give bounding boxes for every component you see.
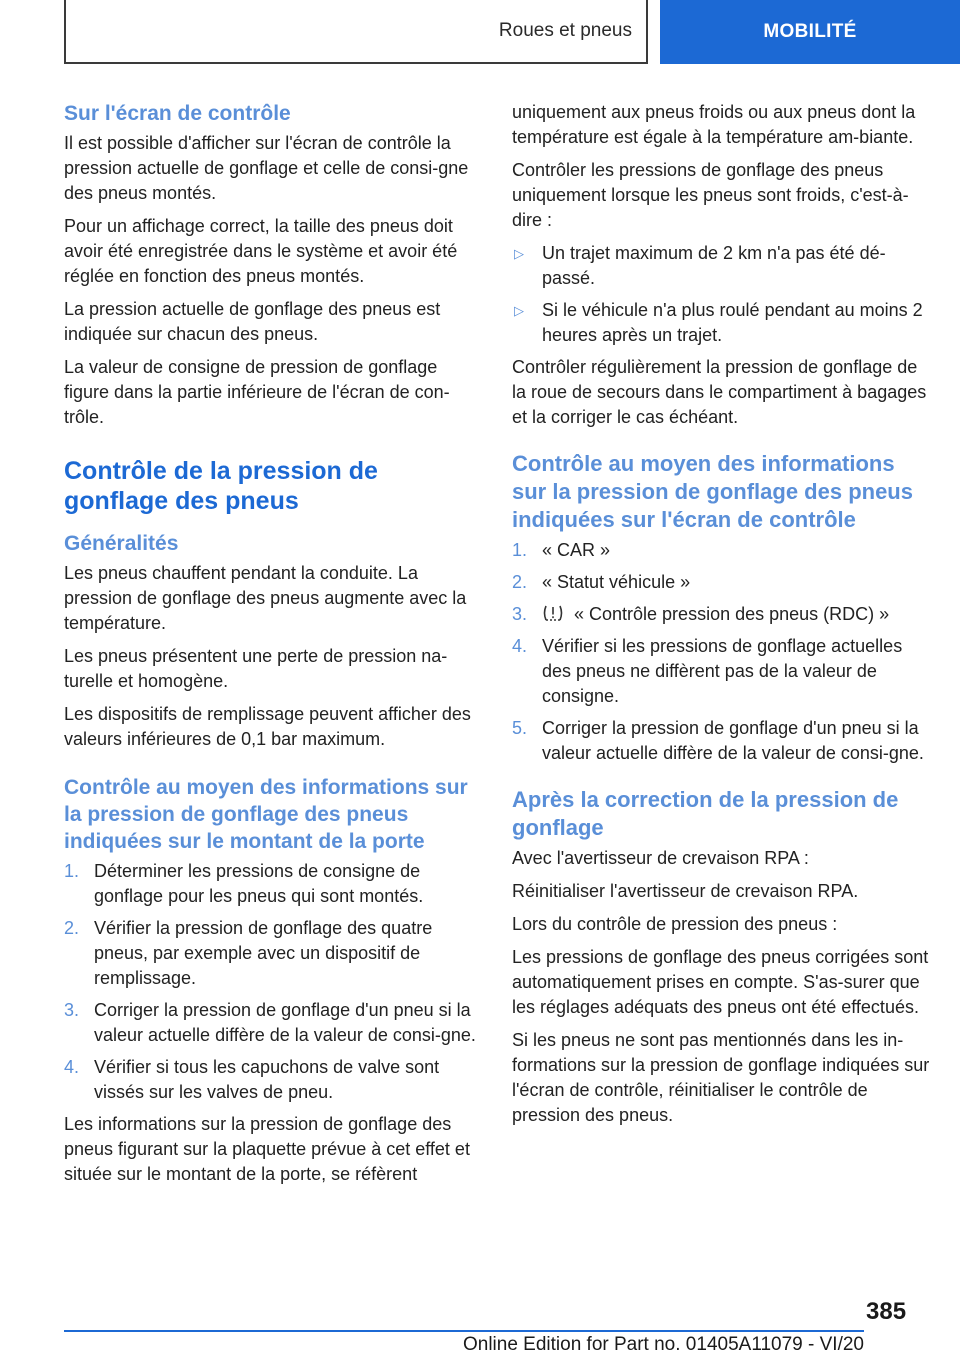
paragraph: Contrôler régulièrement la pression de gonflage de la roue de secours dans le compartiment à bagages et la corriger le cas échéant. xyxy=(512,357,927,427)
step-number: 4. xyxy=(512,636,528,656)
paragraph: La valeur de consigne de pression de gonflage figure dans la partie inférieure de l'écran de con-trôle. xyxy=(64,357,450,427)
list-item xyxy=(64,1055,484,1105)
paragraph: Les informations sur la pression de gonflage des pneus figurant sur la plaquette prévue à cet effet et située sur le montant de la porte, se réfèrent xyxy=(64,1114,470,1184)
paragraph: La pression actuelle de gonflage des pneus est indiquée sur chacun des pneus. xyxy=(64,299,441,344)
bullet-text: Un trajet maximum de 2 km n'a pas été dé-passé. xyxy=(542,243,886,288)
paragraph: Il est possible d'afficher sur l'écran de contrôle la pression actuelle de gonflage et celle de consi-gne des pneus montés. xyxy=(64,133,469,203)
step-number: 3. xyxy=(512,604,528,624)
step-text: Corriger la pression de gonflage d'un pneu si la valeur actuelle diffère de la valeur de consi-gne. xyxy=(542,718,924,763)
paragraph: Si les pneus ne sont pas mentionnés dans les in-formations sur la pression de gonflage indiquées sur l'écran de contrôle, réinitialiser le contrôle de pression des pneus. xyxy=(512,1030,930,1125)
heading-pressure-check: Contrôle de la pression de gonflage des pneus xyxy=(64,457,378,515)
paragraph: Contrôler les pressions de gonflage des pneus uniquement lorsque les pneus sont froids, c'est-à-dire : xyxy=(512,160,909,230)
paragraph: Réinitialiser l'avertisseur de crevaison RPA. xyxy=(512,881,859,901)
step-text: Vérifier si les pressions de gonflage actuelles des pneus ne diffèrent pas de la valeur de consigne. xyxy=(542,636,903,706)
tire-pressure-warning-icon xyxy=(542,604,564,622)
list-item xyxy=(512,570,930,595)
bullet-text: Si le véhicule n'a plus roulé pendant au moins 2 heures après un trajet. xyxy=(542,300,923,345)
list-item xyxy=(512,298,930,348)
step-text: Vérifier si tous les capuchons de valve sont vissés sur les valves de pneu. xyxy=(94,1057,440,1102)
paragraph: Les dispositifs de remplissage peuvent afficher des valeurs inférieures de 0,1 bar maximum. xyxy=(64,704,471,749)
header-chapter-tab xyxy=(660,0,960,64)
step-number: 5. xyxy=(512,718,528,738)
door-check-steps xyxy=(64,859,484,1105)
paragraph: Les pneus présentent une perte de pression na-turelle et homogène. xyxy=(64,646,448,691)
list-item xyxy=(64,859,484,909)
list-item xyxy=(512,602,930,627)
page-number: 385 xyxy=(866,1298,907,1325)
heading-after-correction: Après la correction de la pression de gonflage xyxy=(512,787,899,840)
paragraph: Les pneus chauffent pendant la conduite. La pression de gonflage des pneus augmente avec la température. xyxy=(64,563,467,633)
step-number: 2. xyxy=(512,572,528,592)
list-item xyxy=(512,634,930,709)
step-text: Corriger la pression de gonflage d'un pneu si la valeur actuelle diffère de la valeur de consi-gne. xyxy=(94,1000,476,1045)
heading-screen-check: Contrôle au moyen des informations sur la pression de gonflage des pneus indiquées sur l'écran de contrôle xyxy=(512,451,913,532)
right-column xyxy=(512,100,930,1136)
list-item xyxy=(512,241,930,291)
paragraph: Lors du contrôle de pression des pneus : xyxy=(512,914,838,934)
step-number: 1. xyxy=(512,540,528,560)
list-item xyxy=(512,716,930,766)
step-number: 1. xyxy=(64,861,80,881)
step-number: 2. xyxy=(64,918,80,938)
screen-check-steps xyxy=(512,538,930,766)
step-text: Vérifier la pression de gonflage des quatre pneus, par exemple avec un dispositif de remplissage. xyxy=(94,918,433,988)
paragraph: Pour un affichage correct, la taille des pneus doit avoir été enregistrée dans le système et avoir été réglée en fonction des pneus montés. xyxy=(64,216,458,286)
step-text: « Contrôle pression des pneus (RDC) » xyxy=(574,604,890,624)
header-section-title: Roues et pneus xyxy=(498,20,632,41)
paragraph: uniquement aux pneus froids ou aux pneus dont la température est égale à la température am-biante. xyxy=(512,102,916,147)
paragraph: Avec l'avertisseur de crevaison RPA : xyxy=(512,848,809,868)
footer-edition: Online Edition for Part no. 01405A11079 - VI/20 xyxy=(462,1334,864,1355)
heading-generalities: Généralités xyxy=(64,532,179,555)
cold-tire-conditions xyxy=(512,241,930,348)
header-section-tab xyxy=(64,0,648,64)
step-number: 4. xyxy=(64,1057,80,1077)
step-text: « CAR » xyxy=(542,540,611,560)
footer-divider xyxy=(64,1330,864,1332)
list-item xyxy=(512,538,930,563)
list-item xyxy=(64,998,484,1048)
heading-door-pillar-check: Contrôle au moyen des informations sur la pression de gonflage des pneus indiquées sur le montant de la porte xyxy=(64,776,468,853)
header-chapter-title: MOBILITÉ xyxy=(763,21,857,42)
heading-on-screen: Sur l'écran de contrôle xyxy=(64,102,291,125)
step-text: Déterminer les pressions de consigne de gonflage pour les pneus qui sont montés. xyxy=(94,861,424,906)
left-column xyxy=(64,100,484,1195)
triangle-bullet-icon: ▷ xyxy=(514,303,524,318)
list-item xyxy=(64,916,484,991)
triangle-bullet-icon: ▷ xyxy=(514,246,524,261)
step-text: « Statut véhicule » xyxy=(542,572,691,592)
step-number: 3. xyxy=(64,1000,80,1020)
paragraph: Les pressions de gonflage des pneus corrigées sont automatiquement prises en compte. S'as-surer que les réglages adéquats des pneus ont été effectués. xyxy=(512,947,929,1017)
